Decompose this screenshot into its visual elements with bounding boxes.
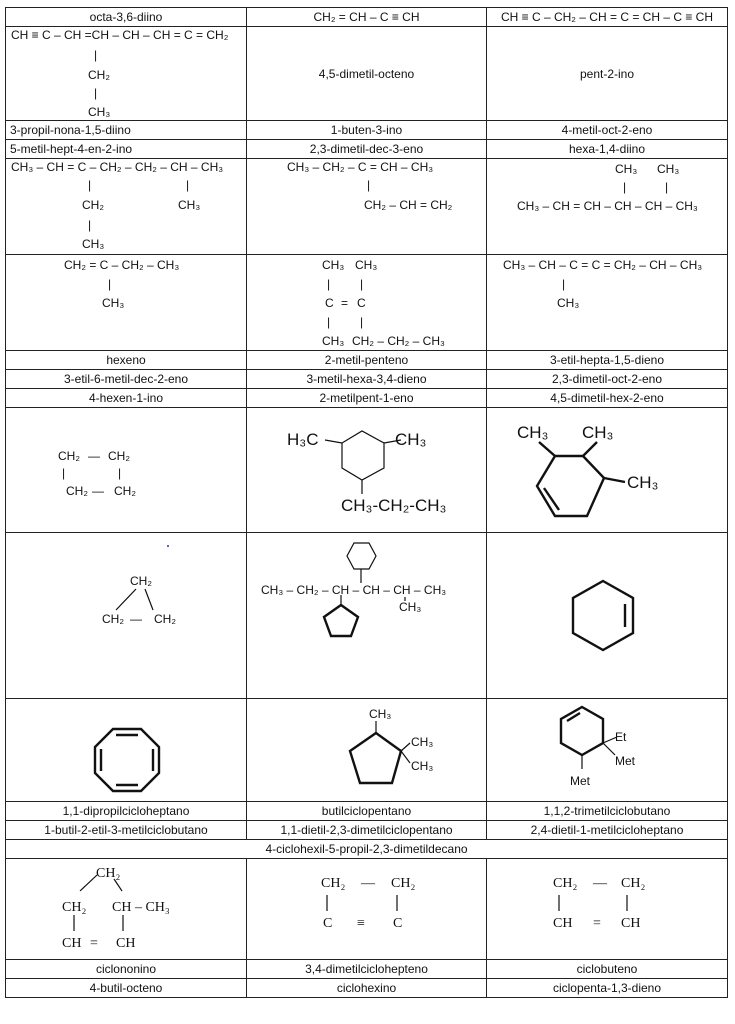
cell-structure: [6, 699, 247, 802]
svg-text:CH₂: CH₂: [102, 612, 124, 626]
cell-name: ciclopenta-1,3-dieno: [487, 979, 728, 998]
cell-structure: [6, 159, 247, 255]
svg-text:|: |: [118, 466, 122, 480]
cell-structure: [247, 255, 487, 351]
svg-text:CH₂ – CH = CH₂: CH₂ – CH = CH₂: [364, 198, 453, 212]
svg-text:CH₃ – CH₂ – CH – CH – CH – CH₃: CH₃ – CH₂ – CH – CH – CH – CH₃: [261, 583, 447, 597]
structural-formula: [6, 408, 246, 532]
structural-formula: [487, 408, 727, 532]
svg-text:=: =: [341, 296, 349, 310]
cell-name: 3-etil-6-metil-dec-2-eno: [6, 370, 247, 389]
structural-formula: [6, 159, 246, 254]
cell-name: 4-ciclohexil-5-propil-2,3-dimetildecano: [6, 840, 728, 859]
structural-formula: [487, 159, 727, 254]
svg-text:Et: Et: [615, 730, 627, 744]
structural-formula: [247, 533, 486, 698]
nomenclature-table: [5, 7, 728, 998]
cell-formula: CH ≡ C – CH₂ – CH = C = CH – C ≡ CH: [487, 8, 728, 27]
cell-name: 2-metilpent-1-eno: [247, 389, 487, 408]
cell-name: 3-etil-hepta-1,5-dieno: [487, 351, 728, 370]
svg-text:—: —: [361, 876, 375, 891]
svg-text:|: |: [360, 277, 364, 291]
cell-structure: [247, 533, 487, 699]
cell-name: ciclobuteno: [487, 960, 728, 979]
cell-name: 2,3-dimetil-oct-2-eno: [487, 370, 728, 389]
svg-text:CH₂: CH₂: [108, 449, 130, 463]
cell-name: 5-metil-hept-4-en-2-ino: [6, 140, 247, 159]
svg-text:CH₂: CH₂: [321, 876, 346, 891]
svg-text:CH₂: CH₂: [130, 574, 152, 588]
svg-text:CH₂: CH₂: [58, 449, 80, 463]
svg-text:CH₃: CH₃: [82, 237, 105, 251]
cell-name: 4-hexen-1-ino: [6, 389, 247, 408]
cell-name: 4-butil-octeno: [6, 979, 247, 998]
svg-text:CH: CH: [116, 936, 136, 951]
structural-formula: [247, 699, 486, 801]
svg-text:CH₃: CH₃: [411, 759, 434, 773]
svg-text:C: C: [357, 296, 366, 310]
svg-text:CH ≡ C – CH =CH – CH – CH = C: CH ≡ C – CH =CH – CH – CH = C = CH₂: [11, 28, 229, 42]
structural-formula: [6, 699, 246, 801]
cell-structure: [6, 255, 247, 351]
cell-name: 4,5-dimetil-hex-2-eno: [487, 389, 728, 408]
svg-text:CH₂: CH₂: [62, 900, 87, 915]
svg-text:—: —: [92, 484, 104, 498]
cell-name: hexeno: [6, 351, 247, 370]
cell-name: 3,4-dimetilciclohepteno: [247, 960, 487, 979]
svg-text:CH₃: CH₃: [355, 258, 378, 272]
svg-text:|: |: [623, 180, 627, 194]
svg-text:CH₃: CH₃: [395, 430, 427, 449]
cell-structure: [487, 159, 728, 255]
svg-text:—: —: [88, 449, 100, 463]
svg-text:CH₂: CH₂: [621, 876, 646, 891]
svg-text:Met: Met: [570, 774, 591, 788]
svg-text:=: =: [593, 916, 601, 931]
svg-text:CH₂: CH₂: [66, 484, 88, 498]
svg-text:|: |: [360, 315, 364, 329]
cell-name: octa-3,6-diino: [6, 8, 247, 27]
svg-text:CH₂: CH₂: [114, 484, 136, 498]
svg-text:|: |: [62, 466, 66, 480]
svg-text:CH₃: CH₃: [178, 198, 201, 212]
svg-text:CH₂: CH₂: [82, 198, 104, 212]
svg-text:|: |: [108, 277, 112, 291]
structural-formula: [487, 699, 727, 801]
svg-text:≡: ≡: [357, 916, 365, 931]
structural-formula: [247, 159, 486, 254]
svg-text:CH₂: CH₂: [154, 612, 176, 626]
structural-formula: [247, 859, 486, 959]
structural-formula: [487, 533, 727, 698]
cell-name: 1-buten-3-ino: [247, 121, 487, 140]
svg-text:|: |: [186, 178, 190, 192]
structural-formula: [247, 255, 486, 350]
structural-formula: [6, 533, 246, 698]
svg-text:|: |: [562, 277, 566, 291]
svg-text:CH₃: CH₃: [657, 162, 680, 176]
svg-text:CH₂ – CH₂ – CH₃: CH₂ – CH₂ – CH₃: [352, 334, 445, 348]
cell-structure: [487, 408, 728, 533]
svg-text:CH₃: CH₃: [517, 423, 549, 442]
structural-formula: [6, 27, 246, 120]
svg-text:CH₂: CH₂: [88, 68, 110, 82]
cell-formula: CH₂ = CH – C ≡ CH: [247, 8, 487, 27]
structural-formula: [6, 255, 246, 350]
cell-structure: [6, 408, 247, 533]
svg-text:C: C: [323, 916, 333, 931]
svg-text:CH₂: CH₂: [96, 866, 121, 881]
svg-text:CH₃ – CH – C = C = CH₂ – CH –: CH₃ – CH – C = C = CH₂ – CH – CH₃: [503, 258, 703, 272]
svg-text:|: |: [88, 218, 92, 232]
svg-text:CH: CH: [621, 916, 641, 931]
svg-text:CH₃: CH₃: [369, 707, 392, 721]
svg-text:CH₃-CH₂-CH₃: CH₃-CH₂-CH₃: [341, 496, 447, 515]
svg-text:C: C: [325, 296, 334, 310]
svg-text:Met: Met: [615, 754, 636, 768]
svg-text:CH₃ – CH = C – CH₂ – CH₂ – CH: CH₃ – CH = C – CH₂ – CH₂ – CH – CH₃: [11, 160, 224, 174]
svg-text:CH₃: CH₃: [557, 296, 580, 310]
cell-name: butilciclopentano: [247, 802, 487, 821]
svg-text:CH₃: CH₃: [88, 105, 111, 119]
svg-text:=: =: [90, 936, 98, 951]
svg-text:CH₃: CH₃: [322, 334, 345, 348]
svg-text:CH₃ – CH₂ – C = CH – CH₃: CH₃ – CH₂ – C = CH – CH₃: [287, 160, 434, 174]
cell-name: 1,1-dietil-2,3-dimetilciclopentano: [247, 821, 487, 840]
structural-formula: [487, 255, 727, 350]
svg-text:|: |: [327, 277, 331, 291]
svg-text:CH₃: CH₃: [411, 735, 434, 749]
svg-text:|: |: [665, 180, 669, 194]
cell-name: 2,3-dimetil-dec-3-eno: [247, 140, 487, 159]
cell-name: 4-metil-oct-2-eno: [487, 121, 728, 140]
svg-text:CH₃: CH₃: [322, 258, 345, 272]
cell-structure: [487, 255, 728, 351]
cell-name: 1,1,2-trimetilciclobutano: [487, 802, 728, 821]
cell-name: 4,5-dimetil-octeno: [247, 27, 487, 121]
cell-name: 3-propil-nona-1,5-diino: [6, 121, 247, 140]
cell-name: 2,4-dietil-1-metilcicloheptano: [487, 821, 728, 840]
svg-text:H₃C: H₃C: [287, 430, 319, 449]
svg-text:|: |: [327, 315, 331, 329]
cell-name: pent-2-ino: [487, 27, 728, 121]
svg-text:CH₃: CH₃: [399, 600, 422, 614]
svg-text:CH₂: CH₂: [553, 876, 578, 891]
svg-text:CH₃: CH₃: [615, 162, 638, 176]
cell-structure: [6, 533, 247, 699]
svg-text:—: —: [130, 612, 142, 626]
svg-text:CH: CH: [62, 936, 82, 951]
svg-text:CH₃ – CH = CH – CH – CH – CH₃: CH₃ – CH = CH – CH – CH – CH₃: [517, 199, 698, 213]
cell-name: 1-butil-2-etil-3-metilciclobutano: [6, 821, 247, 840]
cell-structure: [6, 859, 247, 960]
svg-text:CH₃: CH₃: [102, 296, 125, 310]
cell-name: 2-metil-penteno: [247, 351, 487, 370]
cell-name: hexa-1,4-diino: [487, 140, 728, 159]
cell-structure: [247, 408, 487, 533]
cell-structure: [487, 699, 728, 802]
structural-formula: [247, 408, 486, 532]
cell-structure: [247, 699, 487, 802]
svg-text:CH₃: CH₃: [582, 423, 614, 442]
svg-text:C: C: [393, 916, 403, 931]
svg-text:CH: CH: [553, 916, 573, 931]
cell-structure: [487, 859, 728, 960]
svg-text:CH₂ = C – CH₂ – CH₃: CH₂ = C – CH₂ – CH₃: [64, 258, 180, 272]
cell-structure: [247, 159, 487, 255]
svg-text:CH₃: CH₃: [627, 473, 659, 492]
svg-text:CH – CH₃: CH – CH₃: [112, 900, 170, 915]
svg-text:CH₂: CH₂: [391, 876, 416, 891]
cell-structure: [487, 533, 728, 699]
structural-formula: [487, 859, 727, 959]
structural-formula: [6, 859, 246, 959]
svg-text:—: —: [593, 876, 607, 891]
cell-name: ciclononino: [6, 960, 247, 979]
svg-text:|: |: [88, 178, 92, 192]
cell-name: ciclohexino: [247, 979, 487, 998]
svg-text:|: |: [94, 48, 98, 62]
cell-structure: [6, 27, 247, 121]
svg-text:|: |: [94, 86, 98, 100]
cell-structure: [247, 859, 487, 960]
cell-name: 1,1-dipropilcicloheptano: [6, 802, 247, 821]
svg-text:|: |: [367, 178, 371, 192]
cell-name: 3-metil-hexa-3,4-dieno: [247, 370, 487, 389]
